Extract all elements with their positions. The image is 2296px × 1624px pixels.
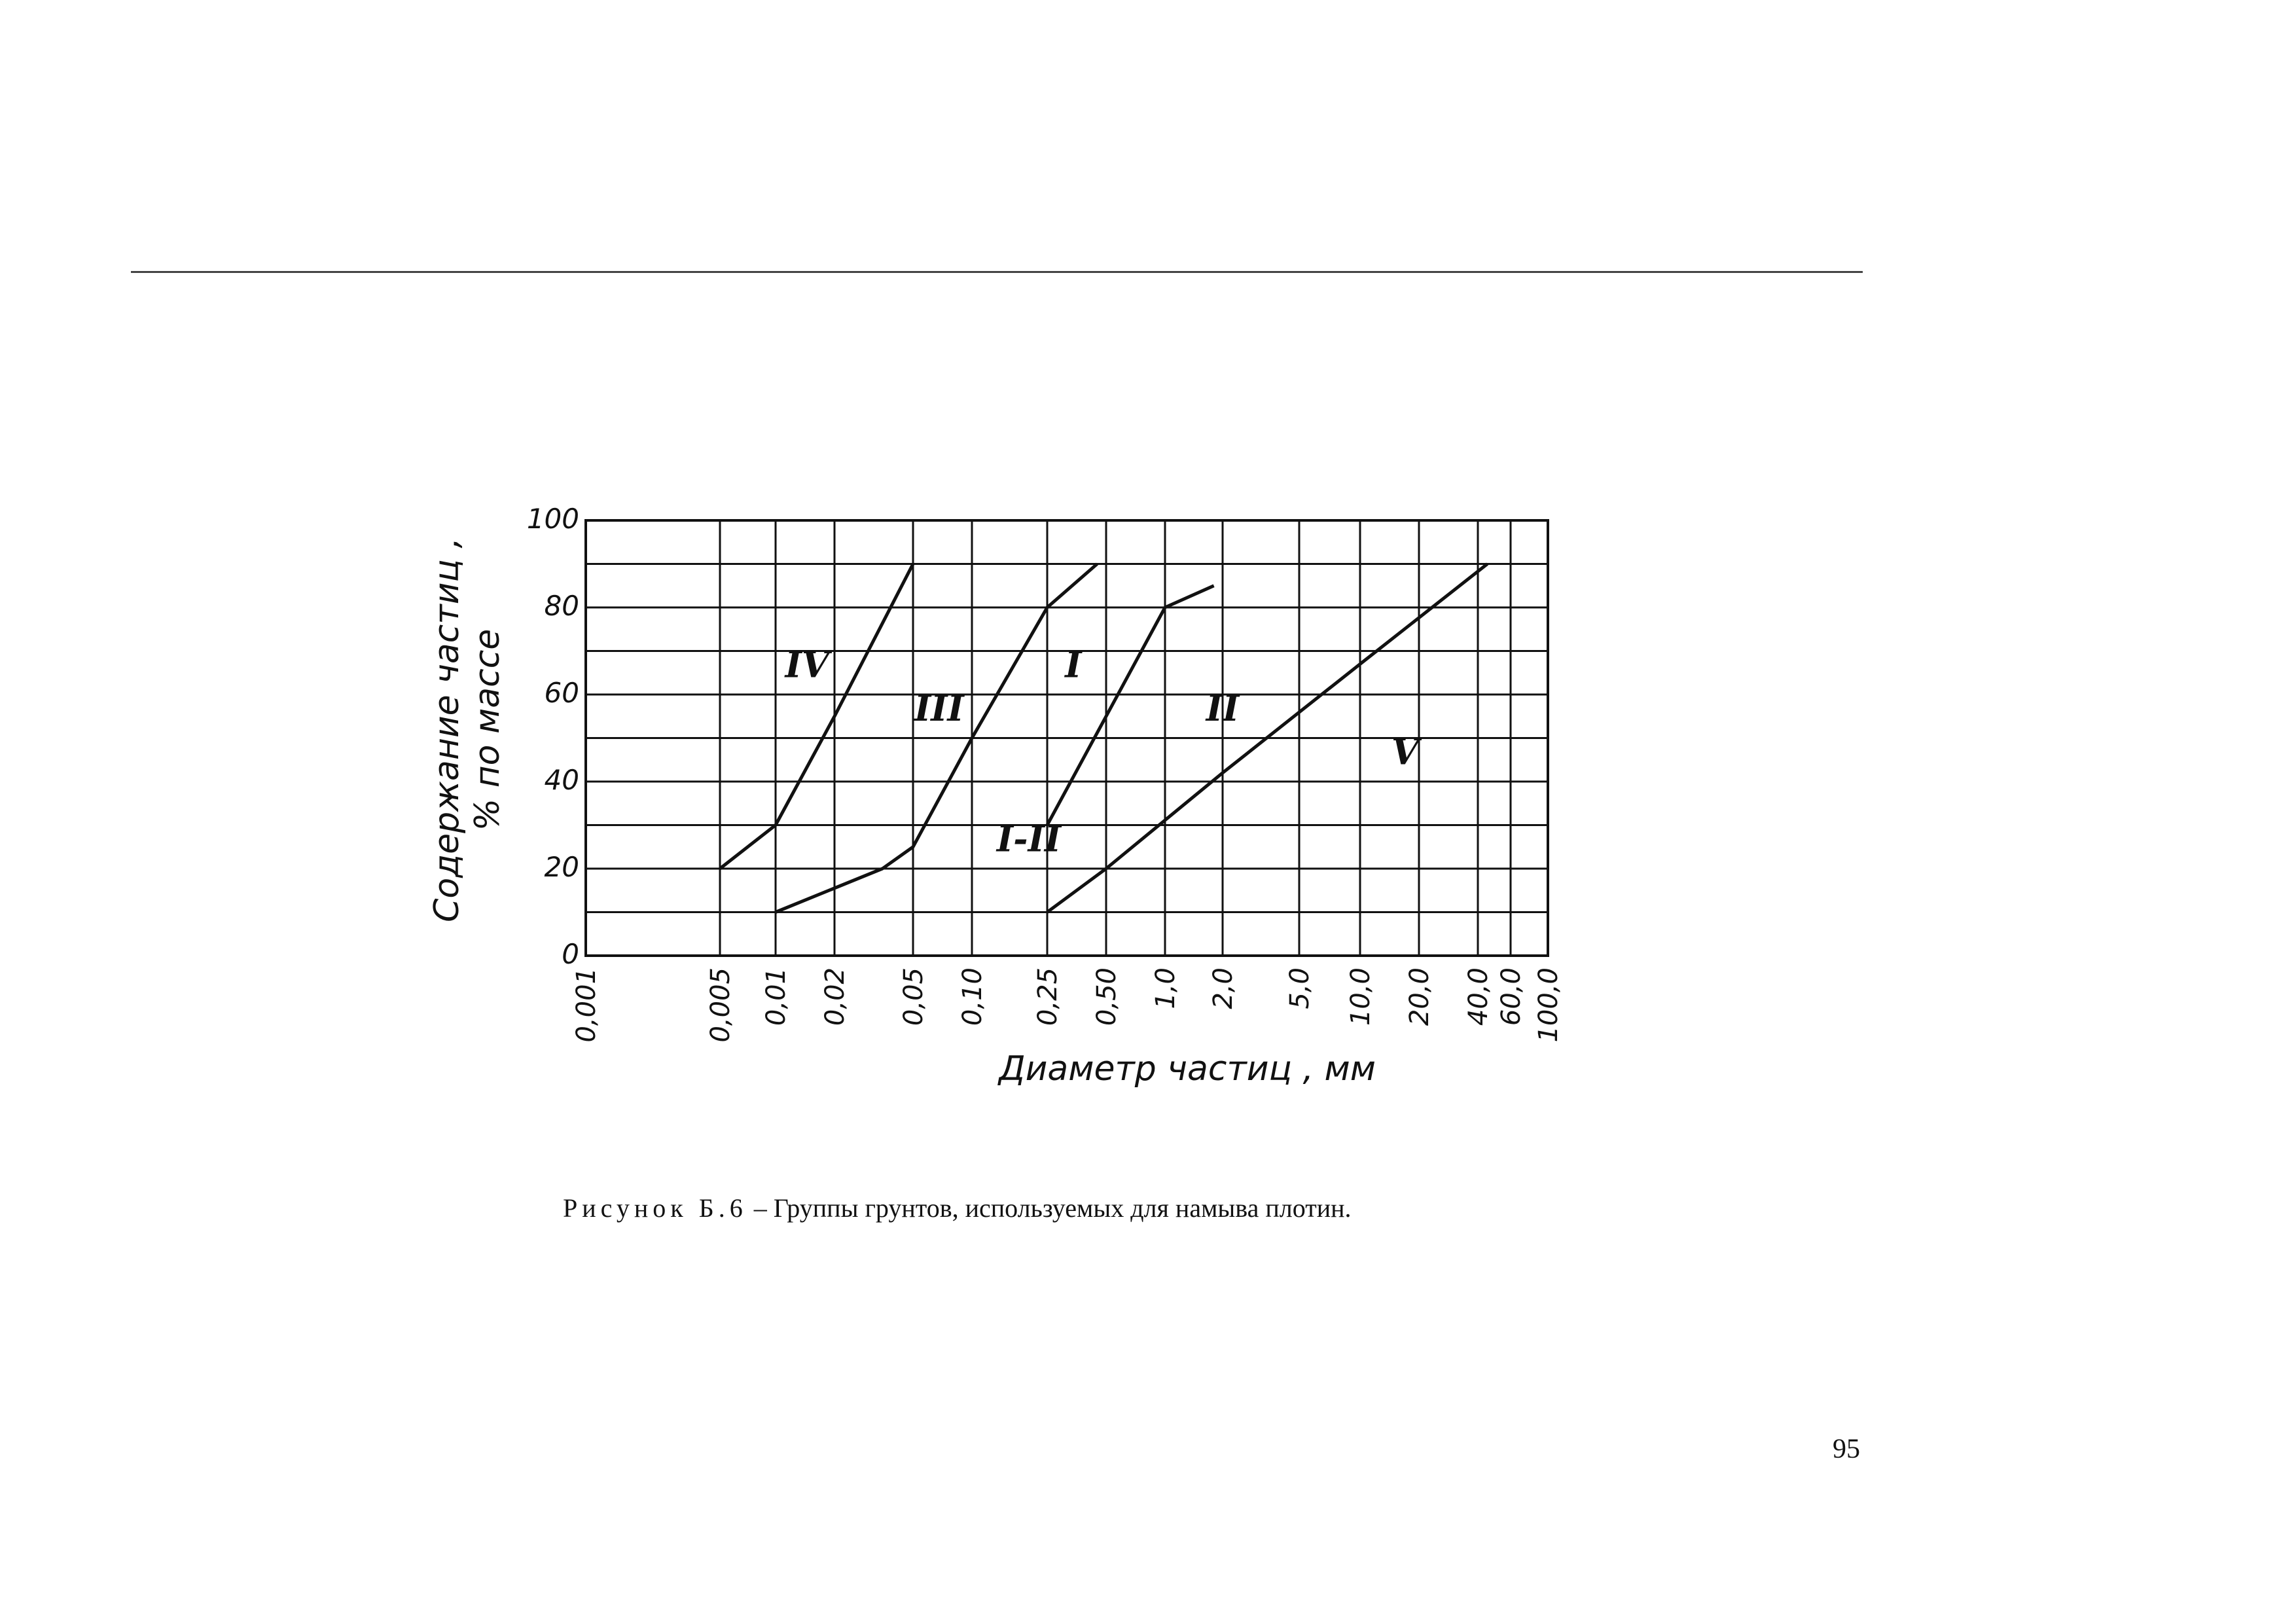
series-line-1 (720, 564, 913, 869)
y-axis-title-line1: Содержание частиц , (427, 537, 467, 922)
x-tick-label: 100,0 (1534, 967, 1564, 1043)
x-tick-label: 0,001 (571, 967, 601, 1043)
curve-label-v: V (1391, 731, 1419, 773)
caption-dash: – (753, 1193, 767, 1223)
curve-label-i: I (1065, 643, 1082, 686)
curve-label-ii: II (1206, 687, 1240, 729)
x-tick-label: 0,50 (1092, 967, 1122, 1026)
x-tick-label: 2,0 (1208, 967, 1238, 1009)
y-tick-label: 100 (526, 503, 579, 535)
x-tick-label: 10,0 (1346, 967, 1376, 1026)
y-axis-title-line2: % по массе (468, 628, 507, 831)
x-tick-label: 20,0 (1405, 967, 1435, 1026)
x-tick-label: 0,01 (761, 967, 791, 1026)
y-tick-label: 80 (544, 590, 579, 622)
x-tick-label: 0,005 (706, 967, 736, 1043)
x-tick-label: 0,05 (899, 967, 929, 1026)
x-tick-label: 1,0 (1151, 967, 1181, 1009)
curve-label-i-ii: I-II (996, 818, 1062, 860)
x-tick-label: 60,0 (1496, 967, 1526, 1026)
x-axis-title: Диаметр частиц , мм (998, 1049, 1376, 1089)
page-number: 95 (1833, 1434, 1860, 1464)
series-line-3 (1047, 586, 1214, 825)
caption-text: Группы грунтов, используемых для намыва плотин. (773, 1193, 1352, 1223)
x-tick-label: 40,0 (1463, 967, 1494, 1026)
curve-label-iv: IV (785, 643, 829, 686)
caption-prefix: Рисунок Б.6 (563, 1193, 747, 1223)
x-tick-label: 0,25 (1033, 967, 1063, 1026)
y-tick-label: 40 (544, 764, 579, 796)
figure-caption (563, 1193, 1352, 1223)
x-tick-label: 5,0 (1285, 967, 1315, 1009)
x-tick-label: 0,02 (820, 967, 850, 1026)
x-tick-label: 0,10 (958, 967, 988, 1026)
y-tick-label: 0 (562, 938, 579, 970)
y-tick-label: 20 (544, 851, 579, 883)
curve-label-iii: III (914, 687, 964, 729)
y-tick-label: 60 (544, 677, 579, 709)
curve-labels (784, 643, 1422, 859)
